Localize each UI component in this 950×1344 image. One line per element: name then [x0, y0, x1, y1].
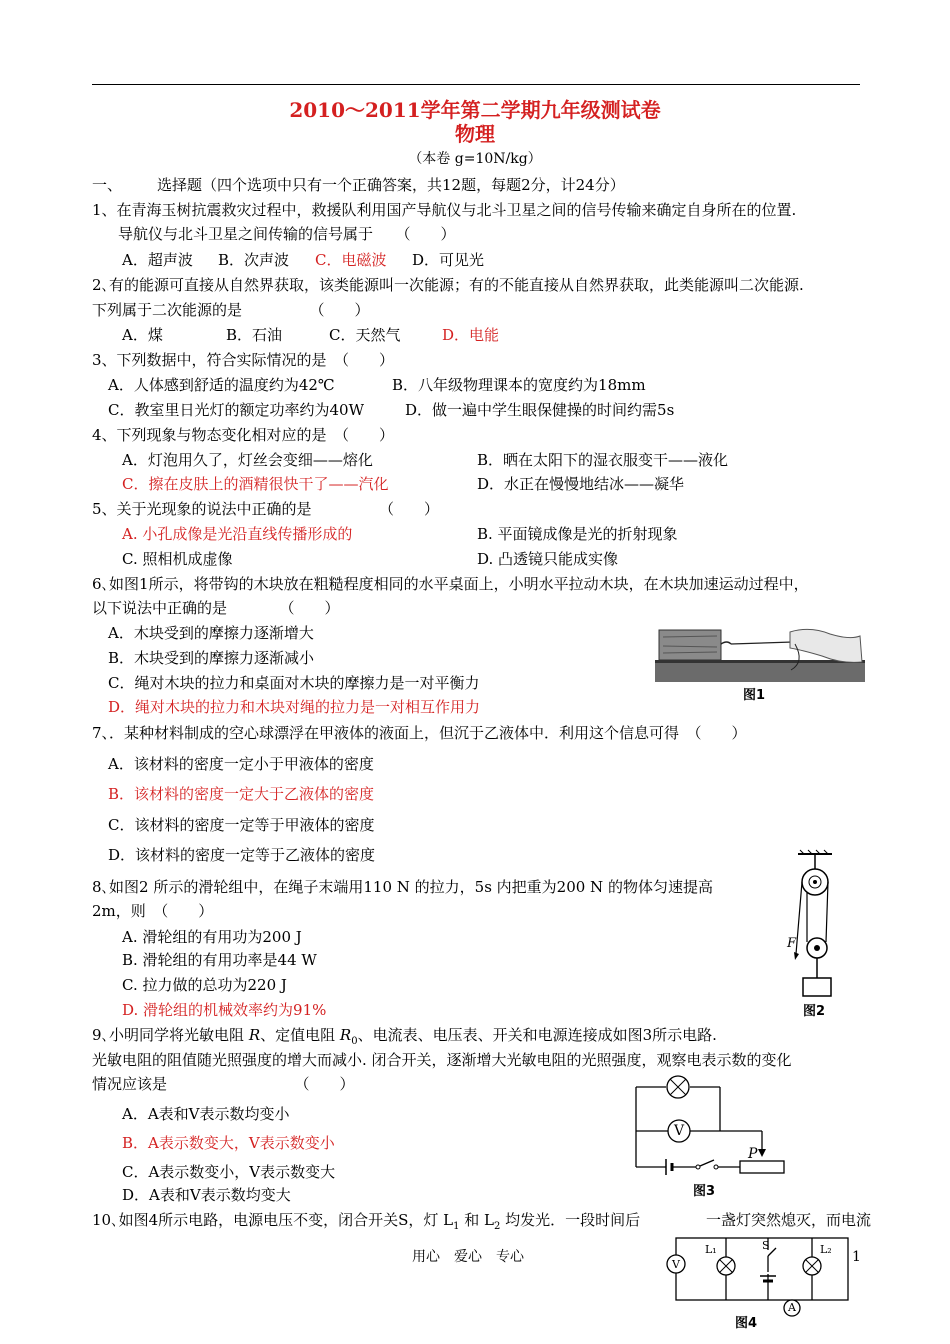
slider-label: P	[748, 1146, 758, 1162]
q8-stem-line1: 8､如图2 所示的滑轮组中，在绳子末端用110 N 的拉力，5s 内把重为200 N 的物体匀速提高	[92, 878, 713, 896]
q10-sub-2: 2	[494, 1221, 501, 1232]
q7-option-a: A．该材料的密度一定小于甲液体的密度	[108, 755, 374, 773]
q1-stem-line1: 1、在青海玉树抗震救灾过程中，救援队利用国产导航仪与北斗卫星之间的信号传输来确定自身所在的位置.	[92, 201, 797, 219]
switch-s-label: S	[762, 1239, 770, 1252]
q3-option-d: D．做一遍中学生眼保健操的时间约需5s	[405, 401, 675, 419]
lamp-l2-label: L₂	[820, 1243, 832, 1256]
rheostat	[740, 1161, 784, 1173]
q6-option-b: B．木块受到的摩擦力逐渐减小	[108, 649, 315, 667]
q8-option-b: B. 滑轮组的有用功率是44 W	[122, 951, 317, 969]
q7-option-b-answer: B．该材料的密度一定大于乙液体的密度	[108, 785, 375, 803]
q3-option-b: B．八年级物理课本的宽度约为18mm	[392, 376, 646, 394]
figure-2-caption: 图2	[803, 1004, 826, 1019]
q10-text-pre: 10､如图4所示电路，电源电压不变，闭合开关S，灯 L	[92, 1211, 454, 1229]
q4-option-d: D．水正在慢慢地结冰——凝华	[477, 475, 685, 493]
q7-option-c: C．该材料的密度一定等于甲液体的密度	[108, 816, 375, 834]
q1-option-c-answer: C．电磁波	[315, 251, 387, 269]
q6-stem-line2: 以下说法中正确的是 （ ）	[92, 599, 340, 617]
lamp-l1-label: L₁	[705, 1243, 717, 1256]
page-number: 1	[852, 1249, 861, 1265]
q2-option-a: A．煤	[122, 326, 163, 344]
q6-option-d-answer: D．绳对木块的拉力和木块对绳的拉力是一对相互作用力	[108, 698, 481, 716]
rope	[731, 642, 793, 644]
q10-stem	[92, 1210, 640, 1237]
q10-text-post: 均发光．一段时间后	[500, 1211, 641, 1229]
q2-stem-line1: 2､有的能源可直接从自然界获取，该类能源叫一次能源；有的不能直接从自然界获取，此类能源叫二次能源.	[92, 276, 804, 294]
slider-arrow	[758, 1149, 766, 1157]
exam-title: 2010～2011学年第二学期九年级测试卷	[289, 98, 661, 122]
ammeter-label: A	[788, 1301, 796, 1314]
section-heading: 选择题（四个选项中只有一个正确答案，共12题，每题2分，计24分）	[157, 176, 625, 194]
q4-option-a: A．灯泡用久了，灯丝会变细——熔化	[122, 451, 373, 469]
q9-stem-line1	[92, 1025, 717, 1052]
figure-4-caption: 图4	[735, 1316, 758, 1331]
q8-option-a: A. 滑轮组的有用功为200 J	[122, 928, 302, 946]
q10-text-mid: 和 L	[459, 1211, 495, 1229]
q1-stem-line2: 导航仪与北斗卫星之间传输的信号属于 （ ）	[118, 225, 456, 243]
q9-stem-line3: 情况应该是 （ ）	[92, 1075, 355, 1093]
q5-stem: 5、关于光现象的说法中正确的是 （ ）	[92, 500, 440, 518]
subject-title: 物理	[455, 122, 495, 146]
q2-option-d-answer: D．电能	[442, 326, 500, 344]
q3-option-c: C．教室里日光灯的额定功率约为40W	[108, 401, 364, 419]
q6-option-a: A．木块受到的摩擦力逐渐增大	[108, 624, 314, 642]
q2-stem-line2: 下列属于二次能源的是 （ ）	[92, 301, 370, 319]
q5-option-c: C. 照相机成虚像	[122, 550, 233, 568]
q4-option-b: B．晒在太阳下的湿衣服变干——液化	[477, 451, 729, 469]
q9-text-pre: 9､小明同学将光敏电阻	[92, 1026, 249, 1044]
figure-3-circuit	[636, 1075, 786, 1175]
figure-3-caption: 图3	[693, 1184, 716, 1199]
q9-text-post: 、电流表、电压表、开关和电源连接成如图3所示电路.	[357, 1026, 717, 1044]
pull-rope	[796, 882, 802, 954]
q6-stem-line1: 6､如图1所示，将带钩的木块放在粗糙程度相同的水平桌面上，小明水平拉动木块，在木块加速运动过程中，	[92, 575, 809, 593]
voltmeter-label: V	[674, 1123, 685, 1139]
q5-option-a-answer: A. 小孔成像是光沿直线传播形成的	[122, 525, 353, 543]
q2-option-c: C．天然气	[329, 326, 401, 344]
q8-option-c: C. 拉力做的总功为220 J	[122, 976, 287, 994]
q7-option-d: D．该材料的密度一定等于乙液体的密度	[108, 846, 376, 864]
voltmeter-4-label: V	[672, 1258, 680, 1271]
q9-option-d: D．A表和V表示数均变大	[122, 1186, 291, 1204]
exam-note: （本卷 g=10N/kg）	[408, 151, 542, 167]
q6-option-c: C．绳对木块的拉力和桌面对木块的摩擦力是一对平衡力	[108, 674, 480, 692]
q9-option-c: C．A表示数变小，V表示数变大	[122, 1163, 336, 1181]
q8-option-d-answer: D. 滑轮组的机械效率约为91%	[122, 1001, 327, 1019]
q9-option-b-answer: B．A表示数变大，V表示数变小	[122, 1134, 335, 1152]
q5-option-b: B. 平面镜成像是光的折射现象	[477, 525, 678, 543]
q2-option-b: B．石油	[226, 326, 283, 344]
figure-1-block-on-table	[655, 622, 865, 684]
q3-option-a: A．人体感到舒适的温度约为42℃	[108, 376, 335, 394]
q9-var-r0: R	[339, 1026, 352, 1044]
q9-stem-line2: 光敏电阻的阻值随光照强度的增大而减小. 闭合开关，逐渐增大光敏电阻的光照强度，观察电表示数的变化	[92, 1051, 792, 1069]
q1-option-d: D．可见光	[412, 251, 485, 269]
table-surface	[655, 660, 865, 682]
switch	[696, 1165, 700, 1169]
q5-option-d: D. 凸透镜只能成实像	[477, 550, 619, 568]
q4-stem: 4、下列现象与物态变化相对应的是 （ ）	[92, 426, 395, 444]
q10-sub-1: 1	[453, 1221, 460, 1232]
section-number: 一、	[92, 176, 123, 194]
header-rule	[92, 84, 860, 85]
q9-option-a: A．A表和V表示数均变小	[122, 1105, 290, 1123]
wooden-block	[659, 630, 721, 660]
q9-text-mid: 、定值电阻	[260, 1026, 340, 1044]
figure-1-caption: 图1	[743, 688, 766, 703]
q1-option-a: A．超声波	[122, 251, 193, 269]
hook	[721, 642, 731, 644]
footer-motto: 用心 爱心 专心	[412, 1249, 524, 1265]
figure-2-pulley-system	[780, 850, 850, 1000]
q4-option-c-answer: C．擦在皮肤上的酒精很快干了——汽化	[122, 475, 389, 493]
q10-stem-cut: 一盏灯突然熄灭，而电流	[706, 1211, 872, 1229]
hand	[790, 629, 862, 662]
q9-var-r0-sub: 0	[351, 1036, 358, 1047]
q1-option-b: B．次声波	[218, 251, 290, 269]
q7-stem: 7、．某种材料制成的空心球漂浮在甲液体的液面上，但沉于乙液体中．利用这个信息可得 （ ）	[92, 724, 747, 742]
q9-var-r: R	[248, 1026, 261, 1044]
q8-stem-line2: 2m，则 （ ）	[92, 902, 214, 920]
force-label: F	[787, 936, 797, 951]
q3-stem: 3、下列数据中，符合实际情况的是 （ ）	[92, 351, 395, 369]
load-weight	[803, 978, 831, 996]
